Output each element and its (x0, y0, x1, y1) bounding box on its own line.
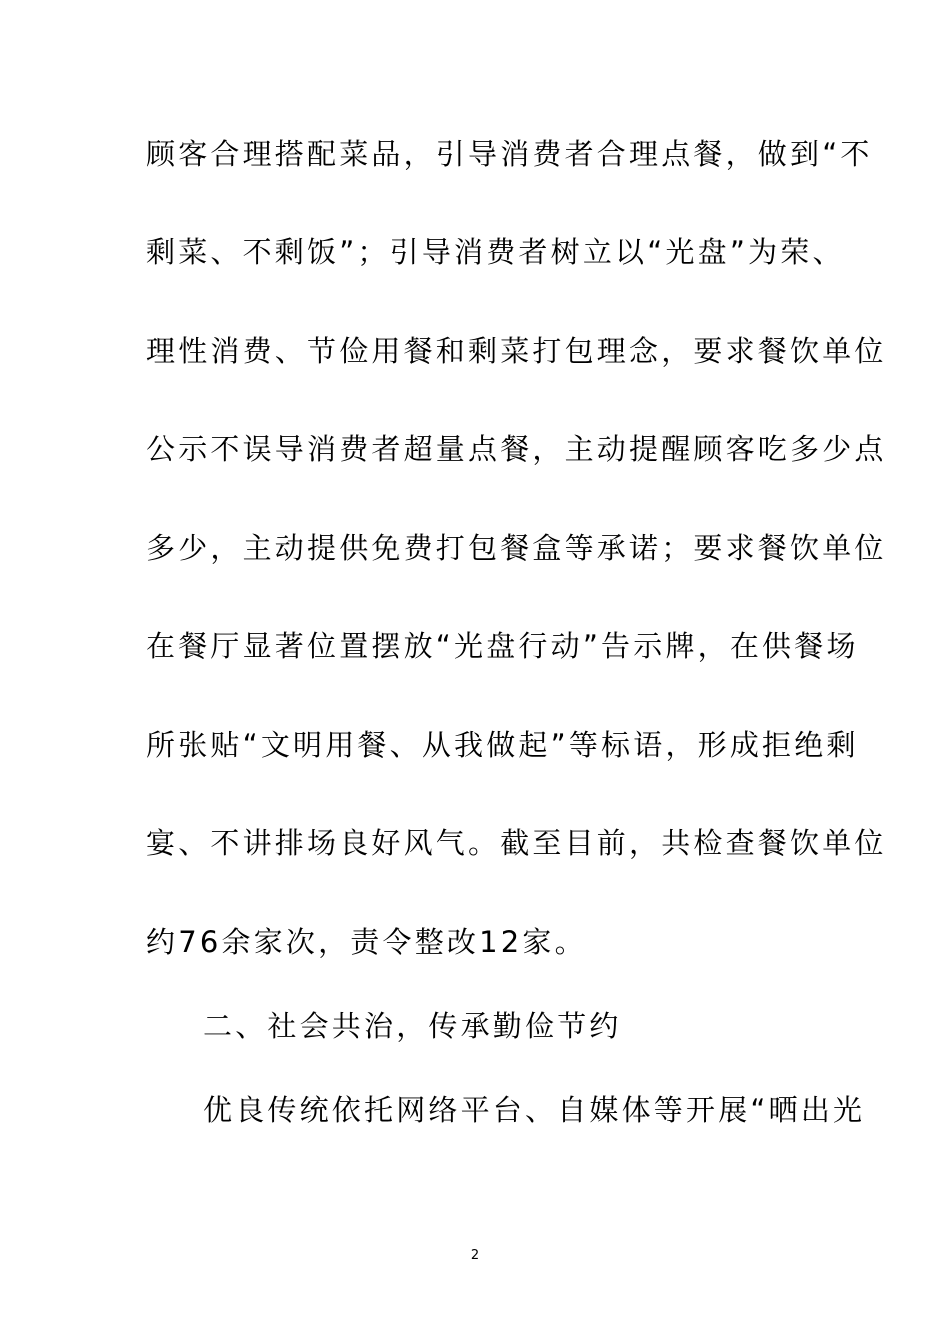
body-text-line: 在餐厅显著位置摆放“光盘行动”告示牌，在供餐场 (146, 629, 859, 663)
page-number: 2 (470, 1248, 480, 1263)
body-text-line: 理性消费、节俭用餐和剩菜打包理念，要求餐饮单位 (146, 334, 887, 368)
body-text-line: 顾客合理搭配菜品，引导消费者合理点餐，做到“不 (146, 137, 873, 171)
section-heading: 二、社会共治，传承勤俭节约 (203, 1009, 622, 1043)
body-text-line: 多少，主动提供免费打包餐盒等承诺；要求餐饮单位 (146, 531, 887, 565)
body-text-line: 约76余家次，责令整改12家。 (146, 925, 587, 959)
body-text-line: 宴、不讲排场良好风气。截至目前，共检查餐饮单位 (146, 826, 887, 860)
body-text-line: 所张贴“文明用餐、从我做起”等标语，形成拒绝剩 (146, 728, 859, 762)
body-text-line: 优良传统依托网络平台、自媒体等开展“晒出光 (203, 1093, 866, 1127)
body-text-line: 公示不误导消费者超量点餐，主动提醒顾客吃多少点 (146, 432, 887, 466)
body-text-line: 剩菜、不剩饭”；引导消费者树立以“光盘”为荣、 (146, 235, 845, 269)
